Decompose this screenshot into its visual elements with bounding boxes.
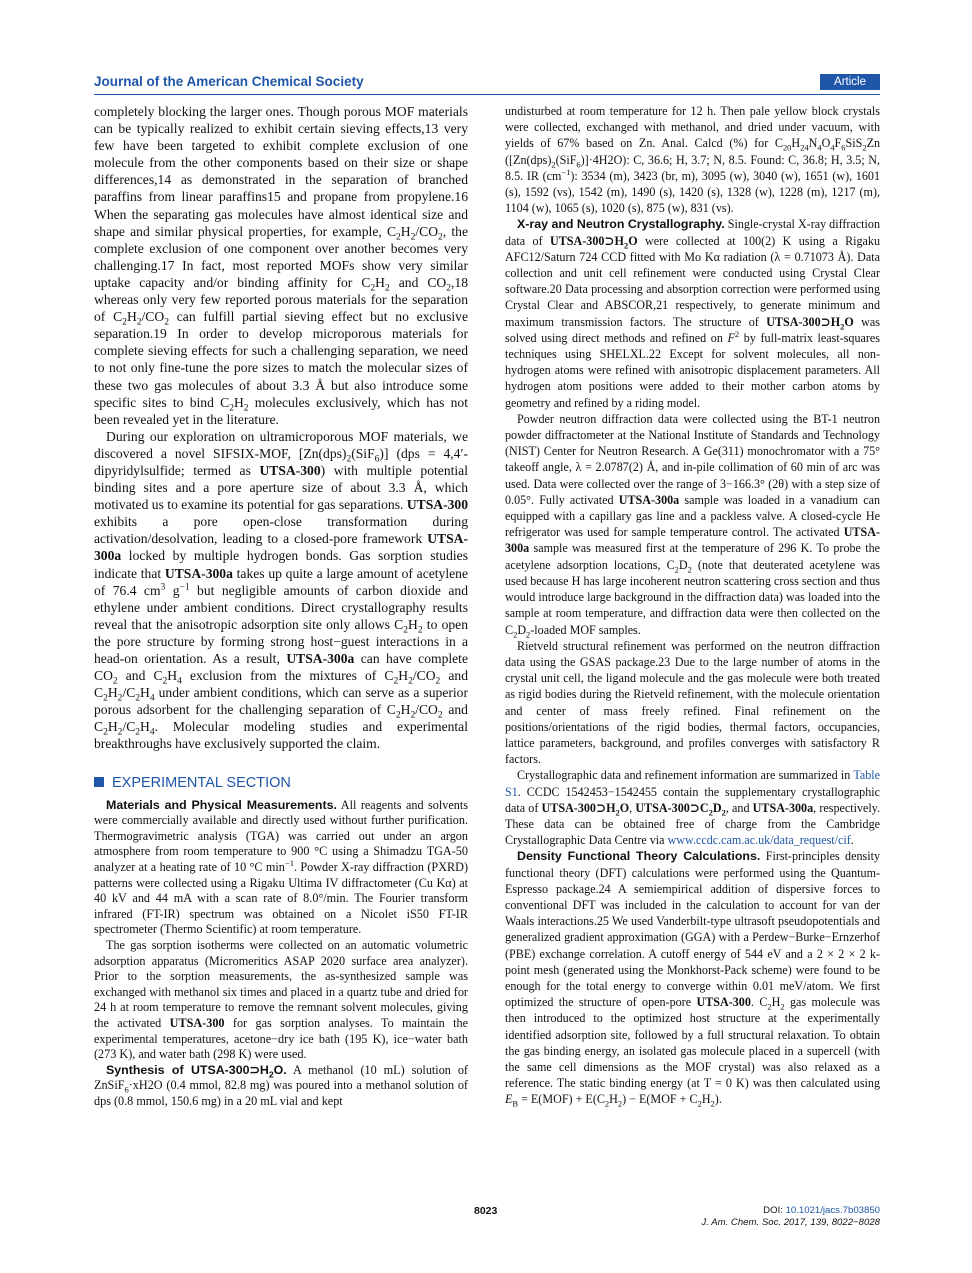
dft-heading: Density Functional Theory Calculations.	[517, 849, 761, 864]
table-s1-link[interactable]: Table S1	[505, 768, 880, 799]
sorption-paragraph	[94, 938, 468, 1063]
ccdc-link[interactable]: www.ccdc.cam.ac.uk/data_request/cif	[667, 833, 851, 848]
doi-line	[701, 1205, 880, 1217]
dft-text: First-principles density functional theory (DFT) calculations were performed using the Quantum-Espresso package.24 A semiempirical addition of dispersive forces to conventional DFT was included in the calculation to account for van der Waals interactions.25 We used Vanderbilt-type ultrasoft pseudopotentials and generalized gradient approximation (GGA) with a Perdew−Burke−Ernzerhof (PBE) exchange correlation. A cutoff energy of 544 eV and a 2 × 2 × 2 k-point mesh (generated using the Monkhorst-Pack scheme) were found to be enough for the total energy to converge within 0.01 meV/atom. We first optimized the structure of open-pore UTSA-300. $C_2H_2$ gas molecule was then introduced to the optimized host structure at the experimentally identified adsorption site, followed by a full structural relaxation. To obtain the gas binding energy, an isolated gas molecule placed in a supercell (with the same cell dimensions as the MOF crystal) was also relaxed as a reference. The static binding energy (at T = 0 K) was then calculated using $E_B = E(MOF) + E(C_2H_2) - E(MOF + C_2H_2)$.	[505, 849, 880, 1109]
sorption-text: The gas sorption isotherms were collected on an automatic volumetric adsorption apparatus (Micromeritics ASAP 2020 surface area analyzer). Prior to the sorption measurements, the as-synthesized sample was exchanged with methanol six times and placed in a quartz tube and dried for 24 h at room temperature to remove the remnant solvent molecules, giving the activated UTSA-300 for gas sorption analyses. To maintain the experimental temperatures, acetone−dry ice bath (195 K), ice−water bath (273 K), and water bath (298 K) were used.	[94, 938, 468, 1062]
neutron-paragraph	[505, 411, 880, 638]
citation-block	[701, 1205, 880, 1229]
materials-heading: Materials and Physical Measurements.	[106, 797, 337, 812]
right-column	[505, 103, 880, 1108]
synthesis-continued	[505, 103, 880, 216]
crystallographic-paragraph: Crystallographic data and refinement information are summarized in Table S1. CCDC 1542453−1542455 contain the supplementary crystallographic data of UTSA-$300⊃H_2O$, UTSA-$300⊃C_2D_2$, and UTSA-300a, respectively. These data can be obtained free of charge from the Cambridge Crystallographic Data Centre via www.ccdc.cam.ac.uk/data_request/cif.	[505, 768, 881, 848]
synthesis-text: A methanol (10 mL) solution of ZnSiF$_6$·xH2O (0.4 mmol, 82.8 mg) was poured into a methanol solution of dps (0.8 mmol, 150.6 mg) in a 20 mL vial and kept	[94, 1062, 468, 1108]
rietveld-text: Rietveld structural refinement was performed on the neutron diffraction data using the GSAS package.23 Due to the large number of atoms in the crystal unit cell, the ligand molecule and the gas molecule were both treated as rigid bodies during the Rietveld refinement, with the molecule orientation and center of mass freely refined. Final refinement on the positions/orientations of the rigid bodies, thermal factors, occupancies, lattice parameters, background, and profiles converges with satisfactory R factors.	[505, 638, 880, 767]
materials-paragraph	[94, 798, 468, 938]
journal-title[interactable]: Journal of the American Chemical Society	[94, 74, 364, 89]
synthesis-heading: Synthesis of UTSA-$300⊃H_2O$.	[106, 1062, 287, 1080]
xray-paragraph	[505, 216, 880, 410]
dft-paragraph	[505, 848, 880, 1107]
synthesis-paragraph	[94, 1063, 468, 1110]
neutron-text: Powder neutron diffraction data were collected using the BT-1 neutron powder diffractometer at the National Institute of Standards and Technology (NIST) Center for Neutron Research. A Ge(311) monochromator with a 75° takeoff angle, λ = 2.0787(2) Å, and in-pile collimation of 60 min of arc was used. Data were collected over the range of 3−166.3° (2θ) with a step size of 0.05°. Fully activated UTSA-300a sample was loaded in a vanadium can equipped with a capillary gas line and a packless valve. A closed-cycle He refrigerator was used for sample temperature control. The activated UTSA-300a sample was measured first at the temperature of 296 K. To probe the acetylene adsorption locations, $C_2D_2$ (note that deuterated acetylene was used because H has large incoherent neutron scattering cross section and thus would introduce large background in the diffraction data) was loaded into the sample at room temperature, and diffraction data were then collected on the $C_2D_2$-loaded MOF samples.	[505, 411, 880, 639]
synthesis-continued-text: undisturbed at room temperature for 12 h. Then pale yellow block crystals were collected, exchanged with methanol, and dried under vacuum, with yields of 67% based on Zn. Anal. Calcd (%) for $C_{20}H_{24}N_4O_4F_6SiS_2Zn$ $([Zn(dps)_2(SiF_6)]\cdot 4H2O)$: C, 36.6; H, 3.7; N, 8.5. Found: C, 36.8; H, 3.5; N, 8.5. IR $(cm^{-1})$: 3534 (m), 3423 (br, m), 3095 (w), 3040 (w), 1651 (w), 1601 (s), 1592 (vs), 1542 (m), 1490 (s), 1420 (s), 1328 (w), 1228 (m), 1217 (m), 1104 (w), 1065 (s), 1020 (s), 875 (w), 831 (vs).	[505, 104, 880, 216]
crystallographic-text-a: Crystallographic data and refinement information are summarized in	[517, 768, 851, 783]
section-heading-text: EXPERIMENTAL SECTION	[112, 774, 291, 791]
left-column	[94, 103, 468, 1110]
xray-text: Single-crystal X-ray diffraction data of UTSA-$300⊃H_2O$ were collected at 100(2) K using a Rigaku AFC12/Saturn 724 CCD fitted with Mo Kα radiation (λ = 0.71073 Å). Data collection and unit cell refinement were conducted using Crystal Clear software.20 Data processing and absorption correction were performed using Crystal Clear and ABSCOR,21 respectively, to generate minimum and maximum transmission factors. The structure of UTSA-$300⊃H_2O$ was solved using direct methods and refined on $F^2$ by full-matrix least-squares techniques using SHELXL.22 Except for solvent molecules, all non-hydrogen atoms were refined with anisotropic displacement parameters. All hydrogen atom positions were added to their mother carbon atoms by geometry and refined by a riding model.	[505, 217, 881, 410]
crystallographic-text-b: . CCDC 1542453−1542455 contain the supplementary crystallographic data of UTSA-$300⊃H_2O$, UTSA-$300⊃C_2D_2$, and UTSA-300a, respectively. These data can be obtained free of charge from the Cambridge Crystallographic Data Centre via	[505, 784, 881, 848]
running-header	[94, 74, 880, 94]
section-square-icon	[94, 777, 104, 787]
header-rule	[94, 94, 880, 95]
materials-text: All reagents and solvents were commercially available and directly used without further purification. Thermogravimetric analysis (TGA) was carried out under an argon atmosphere from room temperature to 900 °C using a Shimadzu TGA-50 analyzer at a heating rate of 10 °C $\min^{-1}$. Powder X-ray diffraction (PXRD) patterns were collected using a Rigaku Ultima IV diffractometer (Cu Kα) at 40 kV and 44 mA with a scan rate of 8.0°/min. The Fourier transform infrared (FT-IR) spectrum was obtained on a Nicolet iS50 FT-IR spectrometer (Thermo Scientific) at room temperature.	[94, 797, 468, 937]
doi-link[interactable]: 10.1021/jacs.7b03850	[785, 1205, 880, 1216]
page-number: 8023	[474, 1205, 498, 1217]
xray-heading: X-ray and Neutron Crystallography.	[517, 217, 725, 232]
article-type-badge: Article	[820, 74, 880, 90]
intro-paragraph-2-text: During our exploration on ultramicroporous MOF materials, we discovered a novel SIFSIX-MOF, $[Zn(dps)_2(SiF_6)] (dps$ = 4,4′-dipyridylsulfide; termed as UTSA-300) with multiple potential binding sites and a pore aperture size of about 3.3 Å, which motivated us to examine its potential for gas separations. UTSA-300 exhibits a pore open-close transformation during activation/desolvation, leading to a closed-pore framework UTSA-300a locked by multiple hydrogen bonds. Gas sorption studies indicate that UTSA-300a takes up quite a large amount of acetylene of 76.4 $cm^3$ $g^{-1}$ but negligible amounts of carbon dioxide and ethylene under ambient conditions. Direct crystallography results reveal that the anisotropic adsorption site only allows $C_2H_2$ to open the pore structure by forming strong host−guest interactions in a head-on orientation. As a result, UTSA-300a can have complete $CO_2$ and $C_2H_4$ exclusion from the mixtures of $C_2H_2/CO_2$ and $C_2H_2/C_2H_4$ under ambient conditions, which can serve as a superior porous adsorbent for the challenging separation of $C_2H_2/CO_2$ and $C_2H_2/C_2H_4$. Molecular modeling studies and experimental breakthroughs have exclusively supported the claim.	[94, 428, 469, 752]
intro-paragraph-1	[94, 103, 468, 428]
section-heading-experimental	[94, 775, 468, 792]
intro-paragraph-2	[94, 428, 468, 753]
doi-label: DOI:	[763, 1205, 783, 1216]
journal-citation: J. Am. Chem. Soc. 2017, 139, 8022−8028	[701, 1217, 880, 1228]
experimental-body	[94, 798, 468, 1110]
rietveld-paragraph	[505, 638, 880, 768]
intro-paragraph-1-text: completely blocking the larger ones. Though porous MOF materials can be typically realized to exhibit certain sieving effects,13 very few have been targeted to exhibit complete exclusion of one molecule from the other components based on their size or shape differences,14 as demonstrated in the separation of branched paraffins from linear paraffins15 and propane from propylene.16 When the separating gas molecules have almost identical size and shape and similar physical properties, for example, $C_2H_2/CO_2$, the complete exclusion of one component over another becomes very challenging.17 In fact, most reported MOFs show very similar uptake capacity and/or binding affinity for $C_2H_2$ and $CO_2,18$ whereas only very few reported porous materials for the separation of $C_2H_2/CO_2$ can fulfill partial sieving effect but no exclusive separation.19 In order to develop microporous materials for complete sieving effects for such a challenging separation, we need to not only fine-tune the pore sizes to match the molecular sizes of these two gas molecules of about 3.3 Å but also introduce some specific sites to bind $C_2H_2$ molecules exclusively, which has not been revealed yet in the literature.	[94, 104, 468, 427]
